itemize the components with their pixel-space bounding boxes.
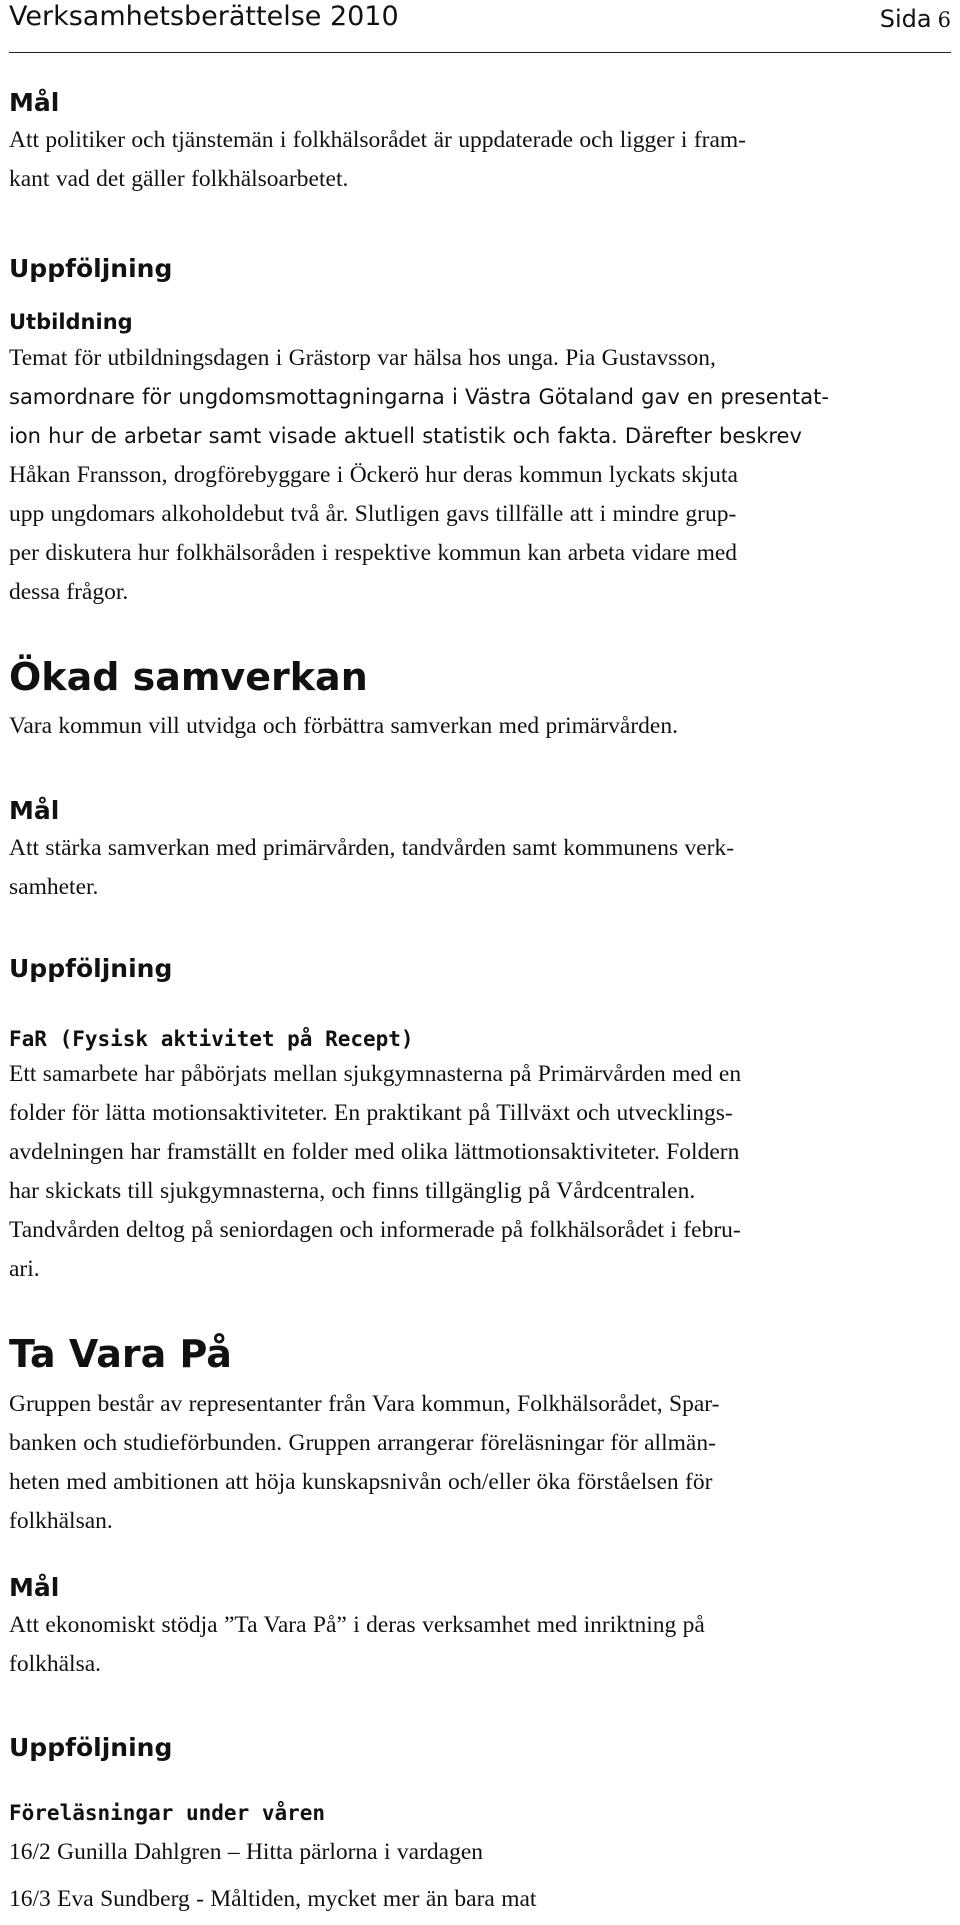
text-line: Att stärka samverkan med primärvården, tandvården samt kommunens verk-	[9, 835, 735, 861]
text-line: samheter.	[9, 874, 99, 900]
text-line: folkhälsan.	[9, 1508, 113, 1534]
text-line: avdelningen har framställt en folder med olika lättmotionsaktiviteter. Foldern	[9, 1139, 740, 1165]
paragraph-okad-samverkan	[9, 707, 951, 746]
list-item: 16/2 Gunilla Dahlgren – Hitta pärlorna i vardagen	[9, 1839, 484, 1865]
page-indicator	[880, 2, 951, 37]
text-line: banken och studieförbunden. Gruppen arrangerar föreläsningar för allmän-	[9, 1430, 716, 1456]
paragraph-mal-1	[9, 121, 951, 199]
paragraph-ta-vara-pa	[9, 1385, 951, 1541]
heading-mal-3: Mål	[9, 1573, 60, 1602]
page-label: Sida	[879, 5, 932, 33]
page-header	[9, 0, 951, 53]
text-line: har skickats till sjukgymnasterna, och finns tillgänglig på Vårdcentralen.	[9, 1178, 696, 1204]
paragraph-mal-3	[9, 1606, 951, 1684]
text-line: heten med ambitionen att höja kunskapsnivån och/eller öka förståelsen för	[9, 1469, 713, 1495]
heading-ta-vara-pa: Ta Vara På	[9, 1332, 232, 1376]
subheading-forelasningar: Föreläsningar under våren	[9, 1801, 326, 1825]
paragraph-utbildning	[9, 339, 951, 612]
text-line: Håkan Fransson, drogförebyggare i Öckerö hur deras kommun lyckats skjuta	[9, 462, 738, 488]
text-line: ion hur de arbetar samt visade aktuell statistik och fakta. Därefter beskrev	[9, 424, 802, 448]
page-number: 6	[937, 8, 951, 32]
heading-mal-2: Mål	[9, 796, 60, 825]
lecture-list	[9, 1829, 951, 1923]
text-line: Att ekonomiskt stödja ”Ta Vara På” i deras verksamhet med inriktning på	[9, 1612, 705, 1638]
text-line: Att politiker och tjänstemän i folkhälsorådet är uppdaterade och ligger i fram-	[9, 127, 747, 153]
text-line: samordnare för ungdomsmottagningarna i Västra Götaland gav en presentat-	[9, 385, 829, 409]
text-line: upp ungdomars alkoholdebut två år. Slutligen gavs tillfälle att i mindre grup-	[9, 501, 737, 527]
text-line: Temat för utbildningsdagen i Grästorp var hälsa hos unga. Pia Gustavsson,	[9, 345, 716, 371]
list-item: 16/3 Eva Sundberg - Måltiden, mycket mer än bara mat	[9, 1886, 537, 1912]
document-title: Verksamhetsberättelse 2010	[9, 1, 399, 32]
heading-uppfoljning-3: Uppföljning	[9, 1733, 173, 1762]
text-line: Tandvården deltog på seniordagen och informerade på folkhälsorådet i febru-	[9, 1217, 741, 1243]
text-line: dessa frågor.	[9, 579, 129, 605]
text-line: per diskutera hur folkhälsoråden i respektive kommun kan arbeta vidare med	[9, 540, 738, 566]
heading-uppfoljning-2: Uppföljning	[9, 954, 173, 983]
heading-mal-1: Mål	[9, 88, 60, 117]
heading-okad-samverkan: Ökad samverkan	[9, 655, 368, 699]
subheading-far: FaR (Fysisk aktivitet på Recept)	[9, 1027, 414, 1051]
subheading-utbildning: Utbildning	[9, 310, 133, 334]
paragraph-mal-2	[9, 829, 951, 907]
text-line: ari.	[9, 1256, 40, 1282]
document-page	[9, 0, 951, 1912]
text-line: folder för lätta motionsaktiviteter. En praktikant på Tillväxt och utvecklings-	[9, 1100, 733, 1126]
paragraph-tandvarden	[9, 1211, 951, 1289]
text-line: kant vad det gäller folkhälsoarbetet.	[9, 166, 349, 192]
text-line: Gruppen består av representanter från Vara kommun, Folkhälsorådet, Spar-	[9, 1391, 720, 1417]
heading-uppfoljning-1: Uppföljning	[9, 254, 173, 283]
text-line: Ett samarbete har påbörjats mellan sjukgymnasterna på Primärvården med en	[9, 1061, 742, 1087]
text-line: Vara kommun vill utvidga och förbättra samverkan med primärvården.	[9, 713, 678, 739]
text-line: folkhälsa.	[9, 1651, 102, 1677]
paragraph-far	[9, 1055, 951, 1211]
